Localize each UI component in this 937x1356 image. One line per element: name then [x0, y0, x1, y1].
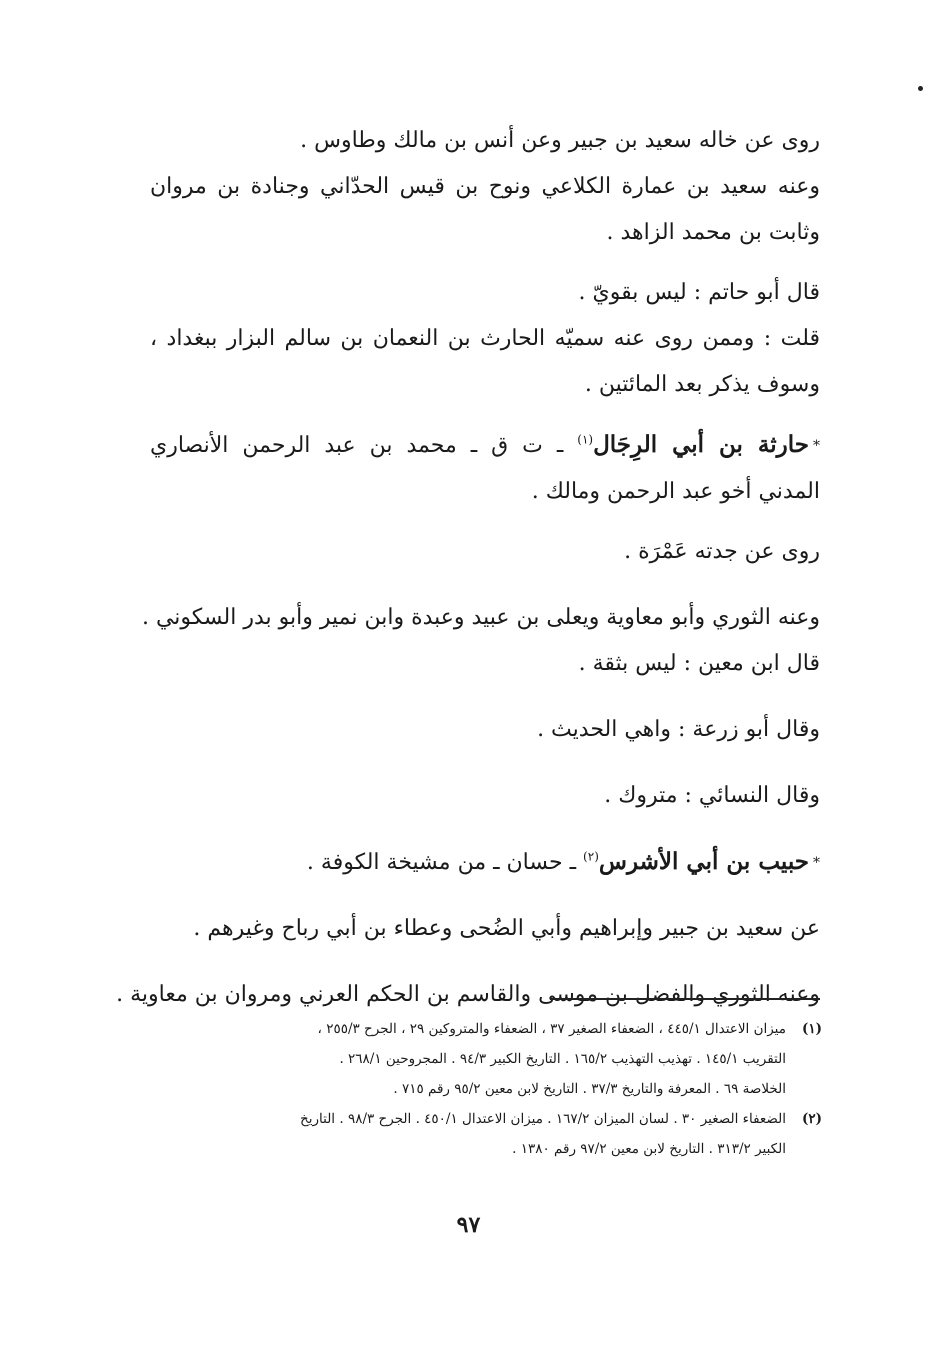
page-number: ٩٧ [456, 1212, 481, 1238]
text-line: وثابت بن محمد الزاهد . [606, 220, 820, 245]
text-line: وعنه سعيد بن عمارة الكلاعي ونوح بن قيس الحدّاني وجنادة بن مروان [150, 174, 820, 199]
margin-dot [918, 86, 923, 91]
footnote-number: (١) [801, 1021, 822, 1037]
footnote-ref: (٢) [583, 849, 599, 864]
entry-details: ـ ت ق ـ محمد بن عبد الرحمن الأنصاري [150, 433, 578, 458]
footnotes [150, 1014, 822, 1164]
text-line: المدني أخو عبد الرحمن ومالك . [531, 479, 820, 504]
entry-details: ـ حسان ـ من مشيخة الكوفة . [306, 850, 584, 875]
text-line: قال أبو حاتم : ليس بقويّ . [578, 280, 820, 305]
footnote-line: الضعفاء الصغير ٣٠ . لسان الميزان ١٦٧/٢ . ميزان الاعتدال ٤٥٠/١ . الجرح ٩٨/٣ . التاريخ [300, 1111, 786, 1127]
text-line: روى عن جدته عَمْرَة . [624, 539, 820, 564]
text-line: قلت : وممن روى عنه سميّه الحارث بن النعمان بن سالم البزار ببغداد ، [150, 326, 820, 351]
text-line: وسوف يذكر بعد المائتين . [584, 372, 820, 397]
entry-name: حارثة بن أبي الرِجَال [593, 431, 809, 458]
entry-name: حبيب بن أبي الأشرس [598, 848, 809, 875]
entry-star: * [813, 438, 820, 454]
text-line: وعنه الثوري والفضل بن موسى والقاسم بن الحكم العرني ومروان بن معاوية . [116, 982, 820, 1007]
main-text [116, 118, 820, 1018]
text-line: عن سعيد بن جبير وإبراهيم وأبي الضُحى وعطاء بن أبي رباح وغيرهم . [193, 916, 820, 941]
text-line: قال ابن معين : ليس بثقة . [578, 651, 820, 676]
footnote-1 [150, 1014, 822, 1104]
entry-star: * [813, 855, 820, 871]
footnote-line: الخلاصة ٦٩ . المعرفة والتاريخ ٣٧/٣ . التاريخ لابن معين ٩٥/٢ رقم ٧١٥ . [393, 1081, 786, 1097]
entry-heading [150, 422, 820, 469]
footnote-line: الكبير ٣١٣/٢ . التاريخ لابن معين ٩٧/٢ رقم ١٣٨٠ . [512, 1141, 786, 1157]
footnote-line: ميزان الاعتدال ٤٤٥/١ ، الضعفاء الصغير ٣٧ ، الضعفاء والمتروكين ٢٩ ، الجرح ٢٥٥/٣ ، [317, 1021, 786, 1037]
text-line: روى عن خاله سعيد بن جبير وعن أنس بن مالك وطاوس . [300, 128, 820, 153]
footnote-line: التقريب ١٤٥/١ . تهذيب التهذيب ١٦٥/٢ . التاريخ الكبير ٩٤/٣ . المجروحين ٢٦٨/١ . [339, 1051, 786, 1067]
text-line: وقال أبو زرعة : واهي الحديث . [537, 717, 820, 742]
footnote-rule [550, 998, 820, 1000]
entry-heading [150, 839, 820, 886]
text-line: وعنه الثوري وأبو معاوية ويعلى بن عبيد وعبدة وابن نمير وأبو بدر السكوني . [141, 605, 820, 630]
footnote-2 [150, 1104, 822, 1164]
footnote-number: (٢) [801, 1111, 822, 1127]
footnote-ref: (١) [577, 432, 594, 447]
text-line: وقال النسائي : متروك . [604, 783, 820, 808]
